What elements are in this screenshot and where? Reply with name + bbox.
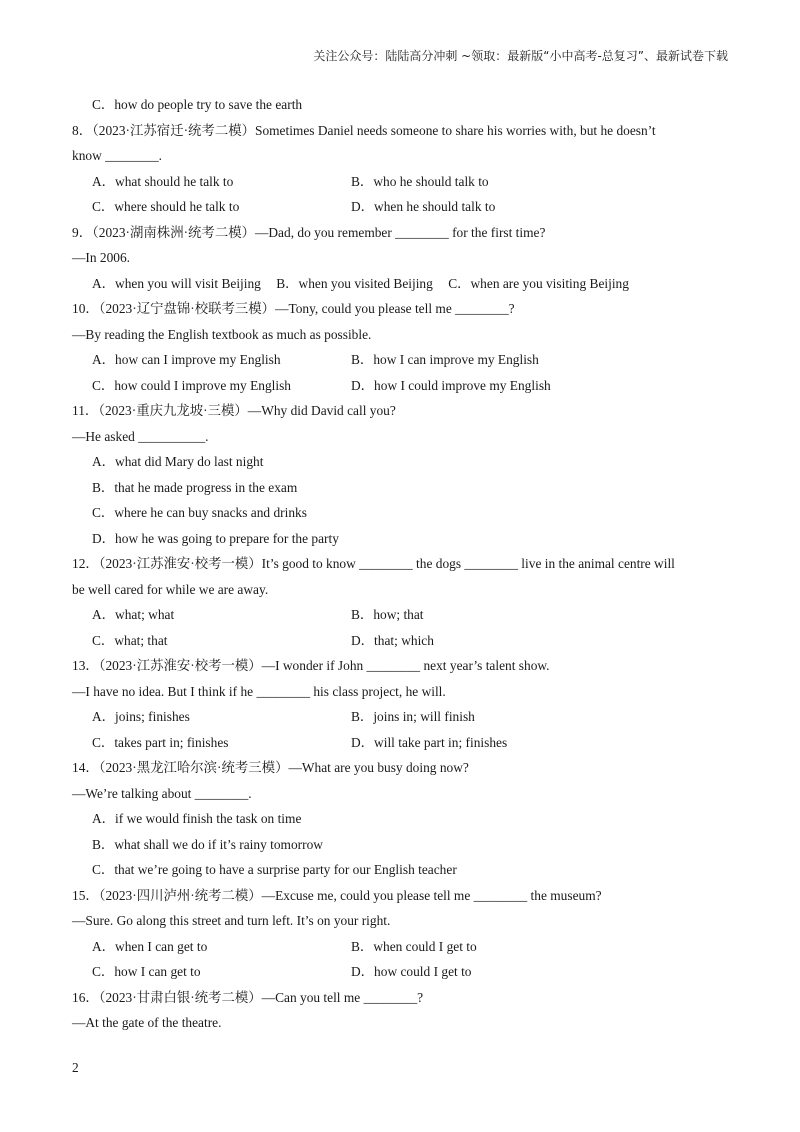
option-a: A．how can I improve my English — [92, 352, 281, 367]
option-c: C．takes part in; finishes — [92, 734, 229, 750]
question-15-answer-line: —Sure. Go along this street and turn left. It’s on your right. — [72, 913, 391, 928]
option-c: C．what; that — [92, 632, 168, 648]
question-10-options-row-1 — [72, 347, 732, 373]
question-9-options-row — [72, 271, 732, 297]
option-c-q7: C．how do people try to save the earth — [92, 97, 303, 112]
question-9-stem: 9．（2023·湖南株洲·统考二模）—Dad, do you remember ________ for the first time? — [72, 224, 546, 240]
option-b: B．that he made progress in the exam — [92, 479, 298, 495]
question-13-answer-line: —I have no idea. But I think if he ________ his class project, he will. — [72, 683, 446, 699]
option-d: D．how he was going to prepare for the party — [92, 530, 339, 546]
question-11-answer-line: —He asked __________. — [72, 428, 209, 444]
question-8-stem-cont: know ________. — [72, 148, 163, 163]
option-c: C．that we’re going to have a surprise party for our English teacher — [92, 862, 457, 877]
option-d: D．will take part in; finishes — [351, 734, 508, 750]
option-b: B．who he should talk to — [351, 173, 489, 189]
question-16-stem: 16．（2023·甘肃白银·统考二模）—Can you tell me ________? — [72, 989, 424, 1005]
option-b: B．joins in; will finish — [351, 709, 475, 724]
question-13-options-row-1 — [72, 704, 732, 730]
question-12-stem: 12．（2023·江苏淮安·校考一模）It’s good to know ________ the dogs ________ live in the animal centre will — [72, 556, 675, 571]
option-c: C．how could I improve my English — [92, 377, 291, 393]
question-11-stem: 11．（2023·重庆九龙坡·三模）—Why did David call you? — [72, 403, 396, 418]
option-a: A．what did Mary do last night — [92, 454, 264, 469]
option-a: A．when I can get to — [92, 938, 208, 954]
question-10-options-row-2 — [72, 373, 732, 399]
question-13-options-row-2 — [72, 730, 732, 756]
question-14-stem: 14．（2023·黑龙江哈尔滨·统考三模）—What are you busy doing now? — [72, 760, 469, 775]
question-15-options-row-1 — [72, 934, 732, 960]
question-12-options-row-1 — [72, 602, 732, 628]
option-a: A．when you will visit Beijing — [92, 275, 261, 291]
option-a: A．joins; finishes — [92, 709, 190, 724]
option-b: B．how; that — [351, 607, 424, 622]
question-10-stem: 10．（2023·辽宁盘锦·校联考三模）—Tony, could you please tell me ________? — [72, 301, 515, 316]
option-c: C．how I can get to — [92, 964, 201, 979]
option-b: B．what shall we do if it’s rainy tomorrow — [92, 836, 323, 852]
question-8-stem: 8．（2023·江苏宿迁·统考二模）Sometimes Daniel needs someone to share his worries with, but he doesn’t — [72, 122, 656, 138]
question-13-stem: 13．（2023·江苏淮安·校考一模）—I wonder if John ________ next year’s talent show. — [72, 658, 550, 673]
question-list — [72, 92, 732, 1036]
option-c: C．when are you visiting Beijing — [448, 275, 629, 291]
option-c: C．where should he talk to — [92, 199, 240, 214]
option-d: D．that; which — [351, 632, 434, 648]
option-b: B．how I can improve my English — [351, 352, 539, 367]
page-header-banner: 关注公众号：陆陆高分冲刺 ~领取：最新版“小中高考-总复习”、最新试卷下载 — [313, 49, 728, 63]
option-a: A．what; what — [92, 607, 175, 622]
question-14-answer-line: —We’re talking about ________. — [72, 785, 252, 801]
question-15-options-row-2 — [72, 959, 732, 985]
question-12-stem-cont: be well cared for while we are away. — [72, 581, 269, 597]
question-8-options-row-2 — [72, 194, 732, 220]
option-d: D．when he should talk to — [351, 199, 496, 214]
page-number: 2 — [72, 1060, 79, 1075]
option-d: D．how I could improve my English — [351, 377, 551, 393]
question-10-answer-line: —By reading the English textbook as much as possible. — [72, 326, 372, 342]
option-d: D．how could I get to — [351, 964, 472, 979]
option-a: A．what should he talk to — [92, 173, 234, 189]
question-9-answer-line: —In 2006. — [72, 250, 131, 265]
question-15-stem: 15．（2023·四川泸州·统考二模）—Excuse me, could you please tell me ________ the museum? — [72, 887, 602, 903]
option-b: B．when could I get to — [351, 938, 477, 954]
option-a: A．if we would finish the task on time — [92, 811, 302, 826]
question-8-options-row-1 — [72, 169, 732, 195]
question-12-options-row-2 — [72, 628, 732, 654]
question-16-answer-line: —At the gate of the theatre. — [72, 1015, 222, 1030]
option-b: B．when you visited Beijing — [276, 275, 433, 291]
option-c: C．where he can buy snacks and drinks — [92, 505, 307, 520]
